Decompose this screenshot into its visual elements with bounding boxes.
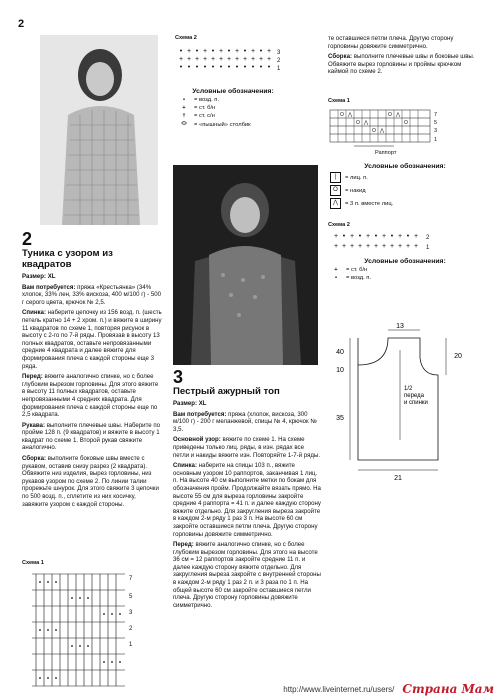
dim-left-body: 35 <box>336 415 344 422</box>
svg-text:2: 2 <box>129 626 133 632</box>
right-legend-row <box>330 172 480 183</box>
right-scheme2-chart <box>330 230 440 254</box>
svg-text:•: • <box>219 64 223 71</box>
svg-text:+: + <box>178 56 184 63</box>
item-title-3: Пестрый ажурный топ <box>173 386 280 397</box>
front-label-3: Перед: <box>173 541 194 549</box>
knit-stitch-icon: | <box>330 172 341 183</box>
svg-text:+: + <box>333 243 339 250</box>
svg-text:•: • <box>179 48 183 55</box>
assembly-label: Сборка: <box>22 455 46 463</box>
right-scheme2-label: Схема 2 <box>328 222 350 228</box>
middle-legend-row <box>178 97 288 103</box>
size-value-3: XL <box>198 400 207 407</box>
svg-text:7: 7 <box>129 576 133 582</box>
middle-column <box>173 368 321 612</box>
svg-text:•: • <box>203 64 207 71</box>
right-column <box>328 35 478 79</box>
svg-text:2: 2 <box>426 235 430 241</box>
sleeves-text: выполните плечевые швы. Наберите по пройме 128 п. (9 квадратов) и вяжите в высоту 1 квадрат по схеме 1. Второй рукав свяжите аналогично. <box>22 421 161 452</box>
svg-text:+: + <box>258 56 264 63</box>
legend-text: = «пышный» столбик <box>194 121 251 128</box>
right-legend <box>330 163 480 211</box>
middle-legend-row <box>178 121 288 128</box>
svg-text:+: + <box>381 243 387 250</box>
assembly-text: выполните боковые швы вместе с рукавом, оставив снизу разрез (2 квадрата). Обвяжите низ изделия, вырез горловины, низ рукавов узором по схеме 2. По линии талии прорежьте шнурок. Для этого свяжите 3 цепочки по 500 возд. п., сплетите из них косичку, завяжите узором с каждой стороны. <box>22 455 159 508</box>
svg-text:+: + <box>405 243 411 250</box>
single-crochet-icon: + <box>334 267 338 273</box>
svg-text:•: • <box>227 48 231 55</box>
right-legend2-title: Условные обозначения: <box>364 258 446 265</box>
left-scheme1-label: Схема 1 <box>22 560 44 566</box>
svg-text:+: + <box>397 243 403 250</box>
dim-left-mid: 10 <box>336 367 344 374</box>
front-label: Перед: <box>22 373 43 381</box>
back-text-3: наберите на спицы 103 п., вяжите основным узором 10 раппортов, заканчивая 1 лиц. п. На высоте 40 см выполните метки по бокам для обозначения пройм. Продолжайте вязать прямо. На высоте 55 см для выреза горловины закройте средние 4 раппорта = 41 п. и далее каждую сторону вяжите отдельно. Для закругления выреза закройте в каждом 2-м ряду 1 раз 3 п. На высоте 60 см закройте оставшиеся петли плеча. Другую сторону горловины довяжите симметрично. <box>173 462 321 538</box>
sleeves-label: Рукава: <box>22 421 45 429</box>
svg-text:+: + <box>194 56 200 63</box>
legend-text: = ст. с/н <box>194 113 215 119</box>
svg-text:•: • <box>235 64 239 71</box>
item-title: Туника с узором из квадратов <box>22 248 113 270</box>
svg-text:5: 5 <box>434 120 438 126</box>
svg-text:+: + <box>250 48 256 55</box>
svg-text:1: 1 <box>434 137 438 143</box>
right-legend-row <box>330 198 480 209</box>
right-legend-title: Условные обозначения: <box>364 163 446 170</box>
single-crochet-icon: + <box>182 105 186 111</box>
left-scheme1-chart <box>30 570 140 690</box>
back-label: Спинка: <box>22 309 46 317</box>
dim-left-top: 40 <box>336 349 344 356</box>
svg-text:+: + <box>373 243 379 250</box>
svg-text:+: + <box>186 48 192 55</box>
svg-text:+: + <box>234 48 240 55</box>
pattern-label: Основной узор: <box>173 436 221 444</box>
svg-text:•: • <box>342 233 346 240</box>
svg-text:•: • <box>251 64 255 71</box>
svg-text:⋀: ⋀ <box>363 120 369 126</box>
svg-text:+: + <box>397 233 403 240</box>
yarn-over-icon: O <box>330 185 341 196</box>
middle-legend <box>178 88 288 130</box>
middle-legend-title: Условные обозначения: <box>192 88 274 95</box>
svg-text:+: + <box>333 233 339 240</box>
right-assembly-text: выполните плечевые швы и боковые швы. Обвяжите вырез горловины и проймы крючком каймой по схеме 2. <box>328 53 475 76</box>
size-label: Размер: <box>22 273 46 280</box>
svg-text:1: 1 <box>426 245 430 251</box>
back-text: наберите цепочку из 156 возд. п. (шесть петель кратно 14 + 2 хром. п.) и вяжите в ширину 11 квадратов по схеме 1, повторяя рисунок в высоту с 2-го по 7-й ряды. Провязав в высоту 13 полных квадратов, оставьте непровязанными средние 4 квадрата и далее вяжите для формирования плеча с каждой стороны еще 3 ряда. <box>22 309 162 370</box>
svg-text:•: • <box>358 233 362 240</box>
svg-text:+: + <box>389 243 395 250</box>
svg-text:+: + <box>202 48 208 55</box>
svg-text:1: 1 <box>129 642 133 648</box>
legend-text: = возд. п. <box>346 275 372 281</box>
svg-text:+: + <box>186 56 192 63</box>
right-legend-row <box>330 185 480 196</box>
svg-text:•: • <box>211 48 215 55</box>
dim-top: 13 <box>396 323 404 330</box>
middle-legend-row <box>178 113 288 119</box>
svg-text:+: + <box>266 48 272 55</box>
chain-stitch-icon: • <box>334 275 338 281</box>
svg-text:3: 3 <box>277 50 281 56</box>
watermark-logo: Страна Мам <box>402 682 494 696</box>
legend-text: = возд. п. <box>194 97 220 103</box>
watermark <box>283 682 494 696</box>
right-legend2 <box>330 258 480 283</box>
dim-right: 20 <box>454 353 462 360</box>
needed-label-3: Вам потребуется: <box>173 410 227 418</box>
dim-half: 1/2 <box>404 386 413 392</box>
svg-text:3: 3 <box>434 128 438 134</box>
svg-text:+: + <box>349 233 355 240</box>
svg-text:•: • <box>187 64 191 71</box>
back-label-3: Спинка: <box>173 462 197 470</box>
svg-text:•: • <box>179 64 183 71</box>
svg-text:+: + <box>210 56 216 63</box>
svg-text:•: • <box>374 233 378 240</box>
svg-text:7: 7 <box>434 112 438 118</box>
svg-text:⋀: ⋀ <box>347 112 353 118</box>
three-together-icon: ⋀ <box>330 198 341 209</box>
front-text-3: вяжите аналогично спинке, но с более глубоким вырезом горловины. Для этого на высоте 36 см = 12 раппортов закройте средние 11 п. и далее каждую сторону вяжите отдельно. Для закругления выреза закройте с внутренней стороны в каждом 2-м ряду 1 раз 2 п. и 3 раза по 1 п. На общей высоте 60 см закройте оставшиеся петли плеча. Другую сторону горловины довяжите симметрично. <box>173 541 321 609</box>
svg-text:+: + <box>226 56 232 63</box>
svg-text:3: 3 <box>129 610 133 616</box>
size-label-3: Размер: <box>173 400 197 407</box>
needed-text: пряжа «Крестьянка» (34% хлопок, 33% лен, 33% вискоза, 400 м/100 г) - 500 г серого цвета, крючок № 2,5. <box>22 283 162 306</box>
svg-text:⋀: ⋀ <box>379 128 385 134</box>
svg-text:•: • <box>259 48 263 55</box>
svg-text:•: • <box>195 64 199 71</box>
svg-text:O: O <box>340 112 344 118</box>
svg-text:O: O <box>372 128 376 134</box>
front-text: вяжите аналогично спинке, но с более глубоким вырезом горловины. Для этого вяжите в высоту 11 полных квадратов, оставьте непровязанными 4 средних квадрата. Для формирования плеча с каждой стороны еще по 2,5 квадрата. <box>22 373 159 419</box>
page-number: 2 <box>18 18 25 30</box>
right-legend2-row <box>330 267 480 273</box>
svg-text:•: • <box>259 64 263 71</box>
tunic-photo <box>40 35 158 225</box>
dim-bottom: 21 <box>394 475 402 482</box>
svg-text:+: + <box>218 56 224 63</box>
right-scheme1-label: Схема 1 <box>328 98 350 104</box>
chain-stitch-icon: • <box>182 97 186 103</box>
svg-text:5: 5 <box>129 594 133 600</box>
middle-scheme2-label: Схема 2 <box>175 35 197 41</box>
middle-scheme2-chart <box>175 45 285 73</box>
svg-text:+: + <box>357 243 363 250</box>
svg-text:O: O <box>404 120 408 126</box>
svg-text:+: + <box>413 233 419 240</box>
right-scheme1-chart <box>328 108 443 152</box>
svg-text:O: O <box>356 120 360 126</box>
pattern-text: вяжите по схеме 1. На схеме приведены только лиц. ряды, в изн. рядах все петли и накиды вяжите изн. Повторяйте 1-7-й ряды. <box>173 436 321 459</box>
svg-text:+: + <box>234 56 240 63</box>
svg-text:+: + <box>202 56 208 63</box>
legend-text: = ст. б/н <box>194 105 216 111</box>
pattern-schematic <box>330 320 480 485</box>
svg-text:⋀: ⋀ <box>395 112 401 118</box>
legend-text: = накид <box>345 187 366 194</box>
middle-legend-row <box>178 105 288 111</box>
legend-text: = ст. б/н <box>346 267 368 273</box>
needed-label: Вам потребуется: <box>22 283 76 291</box>
svg-text:+: + <box>365 233 371 240</box>
needed-text-3: пряжа (хлопок, вискоза, 300 м/100 г) - 200 г меланжевой, спицы № 4, крючок № 3,5. <box>173 410 317 433</box>
top-photo <box>173 165 318 365</box>
svg-text:•: • <box>267 64 271 71</box>
double-crochet-icon: † <box>182 113 186 119</box>
svg-text:•: • <box>406 233 410 240</box>
svg-text:+: + <box>413 243 419 250</box>
svg-text:2: 2 <box>277 58 281 64</box>
right-legend2-row <box>330 275 480 281</box>
svg-text:+: + <box>341 243 347 250</box>
svg-text:•: • <box>390 233 394 240</box>
svg-text:•: • <box>227 64 231 71</box>
svg-text:•: • <box>195 48 199 55</box>
item-number: 2 <box>22 229 33 249</box>
svg-text:+: + <box>242 56 248 63</box>
watermark-url: http://www.liveinternet.ru/users/ <box>283 684 395 694</box>
svg-text:+: + <box>266 56 272 63</box>
svg-text:•: • <box>243 48 247 55</box>
rapport-label: Раппорт <box>375 150 397 156</box>
svg-text:O: O <box>388 112 392 118</box>
left-column <box>22 230 162 511</box>
legend-text: = лиц. п. <box>345 174 368 181</box>
svg-text:1: 1 <box>277 66 281 72</box>
svg-text:+: + <box>218 48 224 55</box>
svg-text:+: + <box>349 243 355 250</box>
dim-half-sub2: и спинки <box>404 400 428 406</box>
svg-text:+: + <box>365 243 371 250</box>
right-top-text: те оставшиеся петли плеча. Другую сторону горловины довяжите симметрично. <box>328 35 454 50</box>
dim-half-sub: переда <box>404 393 424 399</box>
legend-text: = 3 п. вместе лиц. <box>345 200 394 207</box>
svg-text:•: • <box>211 64 215 71</box>
svg-text:+: + <box>381 233 387 240</box>
item-number-3: 3 <box>173 367 184 387</box>
puff-stitch-icon: ⬭ <box>181 121 187 127</box>
svg-text:•: • <box>243 64 247 71</box>
svg-text:+: + <box>250 56 256 63</box>
size-value: XL <box>47 273 56 280</box>
right-assembly-label: Сборка: <box>328 53 352 61</box>
